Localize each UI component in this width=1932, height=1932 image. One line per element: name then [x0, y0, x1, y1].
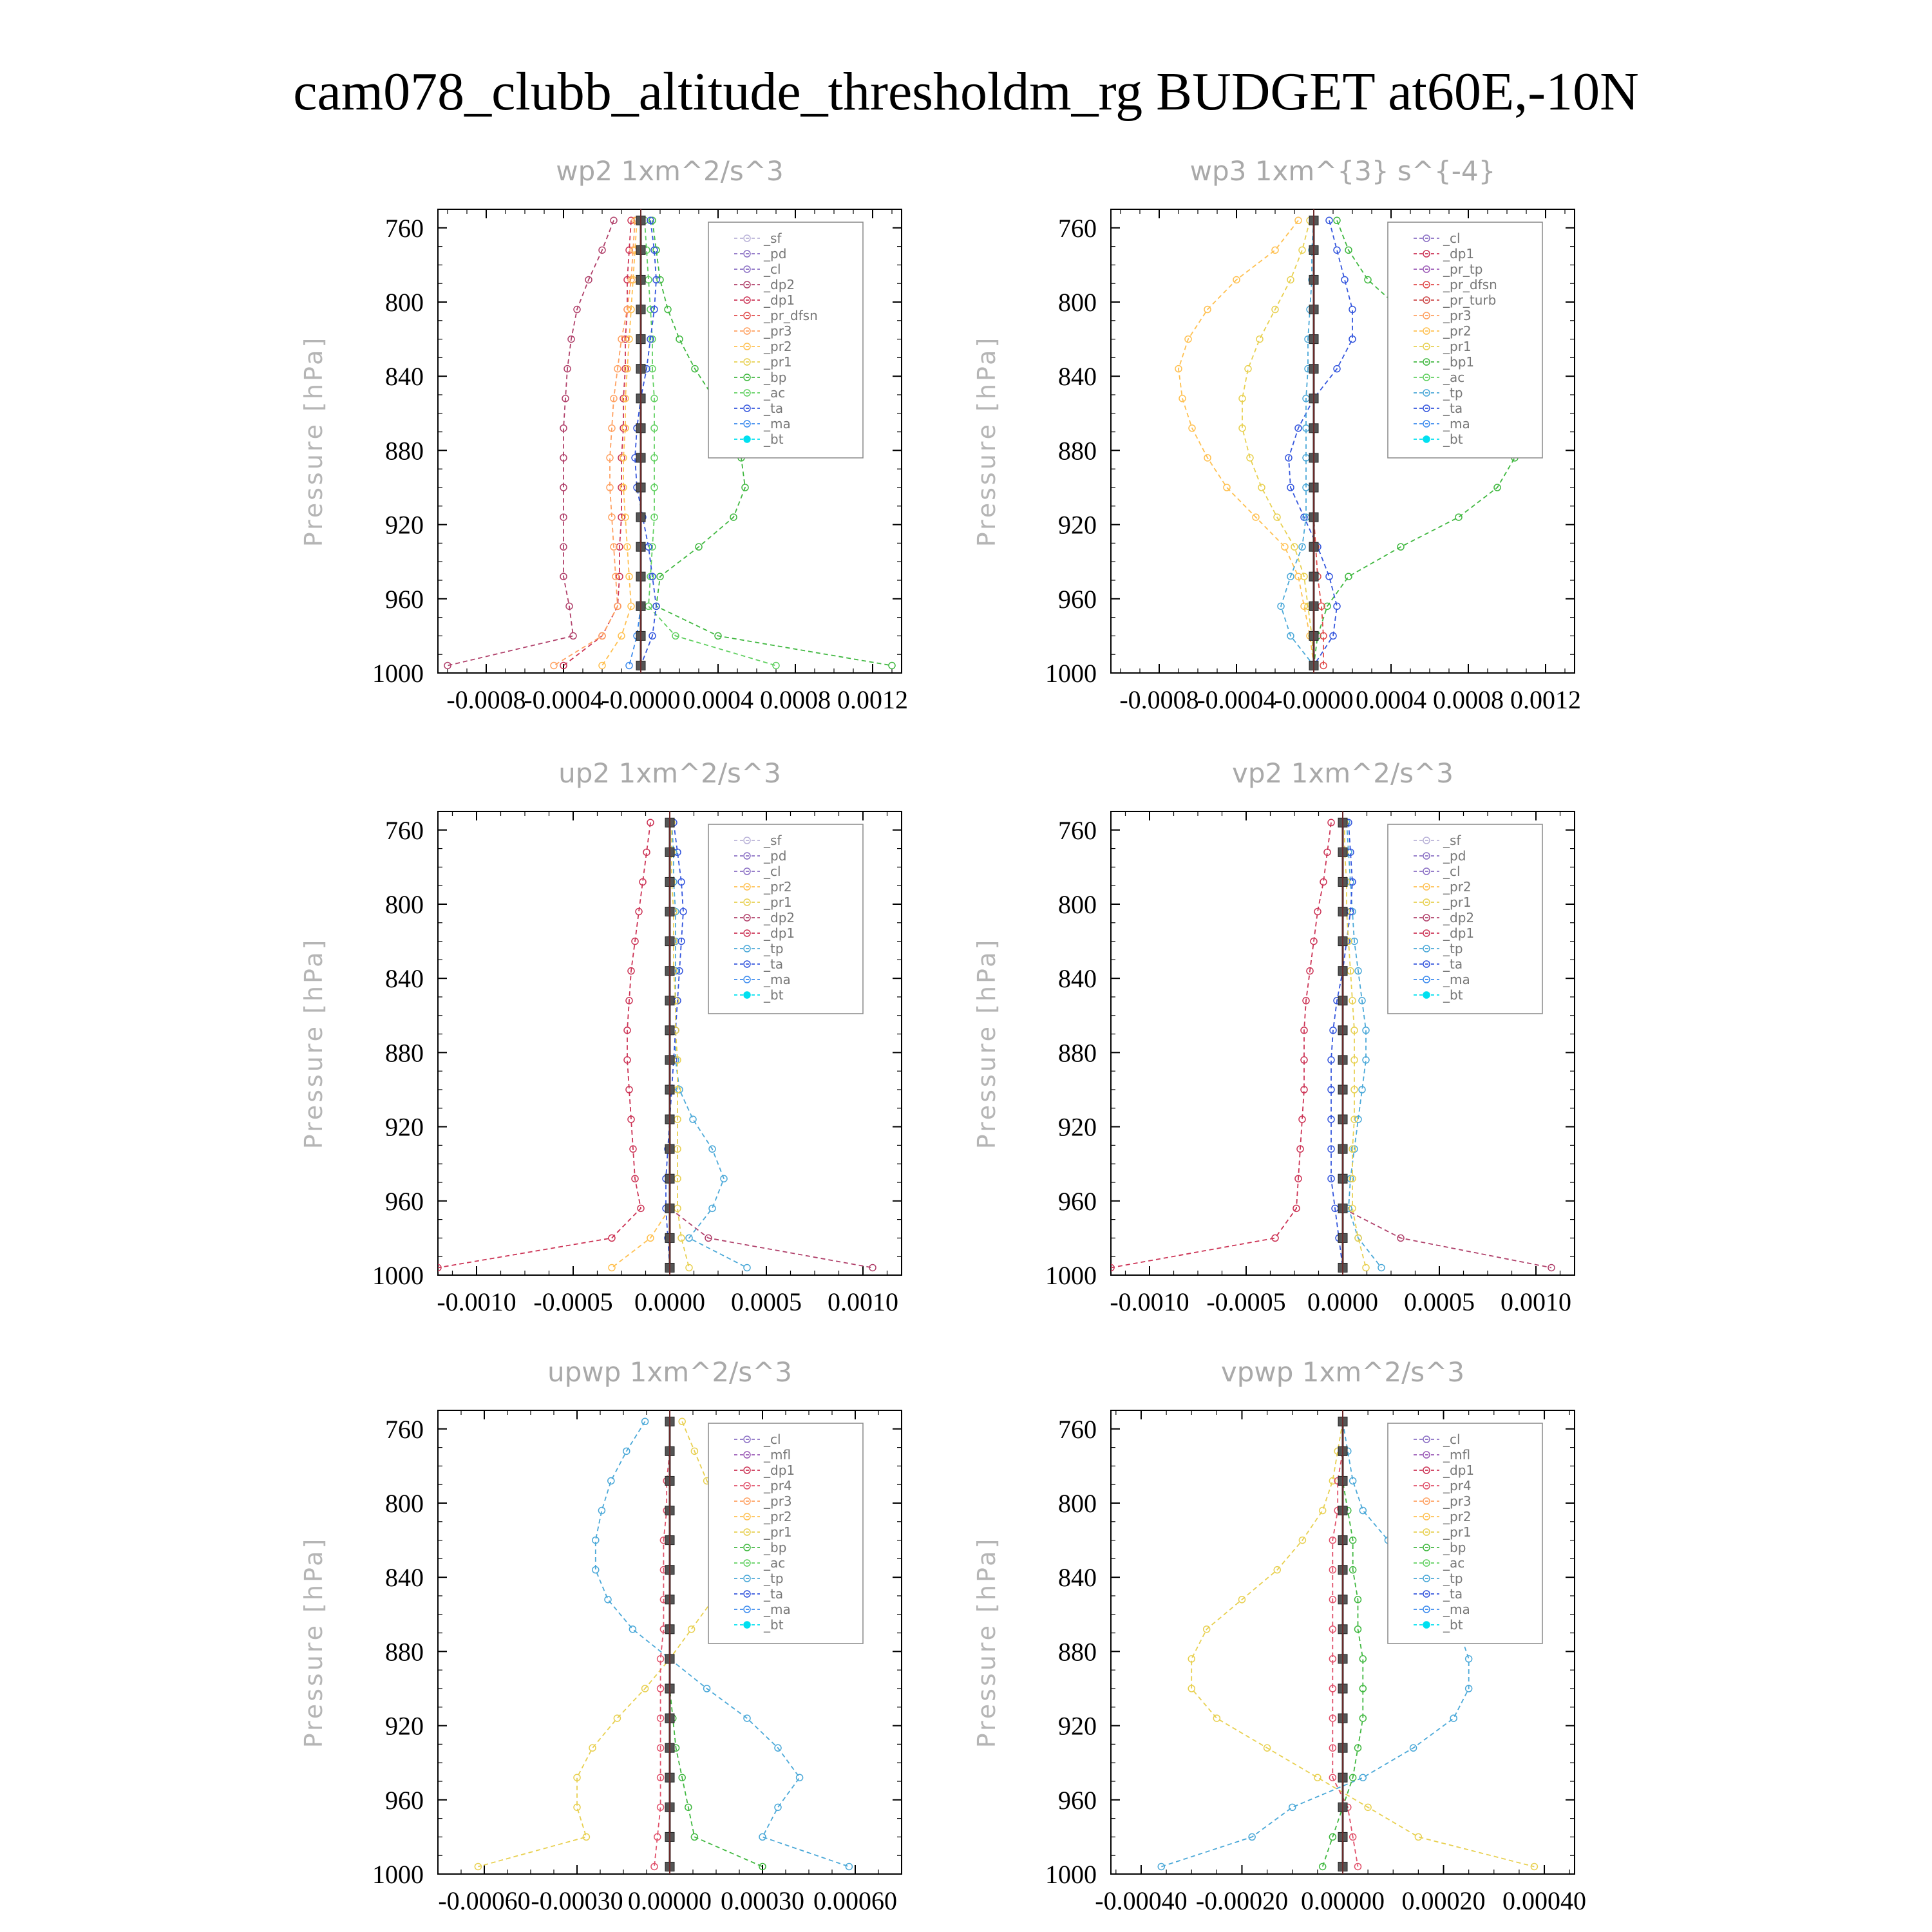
- legend-label: _cl: [764, 261, 781, 277]
- data-point: [1359, 1774, 1366, 1781]
- legend-label: _pr1: [1443, 895, 1472, 910]
- legend-label: _ta: [1443, 1586, 1463, 1602]
- x-tick-label: 0.0012: [1510, 685, 1581, 714]
- y-tick-label: 960: [1058, 1785, 1097, 1815]
- data-point: [709, 1205, 715, 1211]
- legend-label: _pd: [1443, 848, 1466, 864]
- legend-label: _bp: [1443, 1540, 1466, 1555]
- x-tick-label: 0.00000: [628, 1886, 712, 1915]
- legend-label: _bt: [1443, 1617, 1463, 1633]
- legend-label: _pr2: [764, 1509, 792, 1524]
- legend-label: _ta: [1443, 956, 1463, 972]
- legend-label: _mfl: [764, 1447, 791, 1463]
- data-point: [589, 1745, 596, 1751]
- y-tick-label: 840: [385, 362, 424, 392]
- data-point: [773, 662, 779, 668]
- x-tick-label: 0.00020: [1401, 1886, 1486, 1915]
- y-tick-label: 960: [1058, 584, 1097, 614]
- y-tick-label: 920: [1058, 1112, 1097, 1142]
- legend-label: _ma: [764, 972, 791, 987]
- y-tick-label: 800: [385, 890, 424, 919]
- series-line-dp2: [448, 220, 614, 665]
- data-point: [1158, 1863, 1164, 1870]
- chart-panel-2: [972, 155, 1581, 714]
- data-point: [1320, 1508, 1326, 1514]
- y-tick-label: 1000: [1045, 1860, 1097, 1889]
- y-tick-label: 960: [1058, 1186, 1097, 1216]
- legend-label: _dp2: [764, 277, 795, 292]
- legend-label: _pr4: [764, 1478, 792, 1493]
- y-axis-label: Pressure [hPa]: [972, 335, 1001, 547]
- x-tick-label: 0.0005: [731, 1287, 802, 1316]
- y-tick-label: 840: [385, 1563, 424, 1593]
- legend-label: _tp: [764, 941, 784, 956]
- panel-title: vpwp 1xm^2/s^3: [1220, 1356, 1465, 1388]
- x-tick-label: 0.0010: [828, 1287, 898, 1316]
- y-tick-label: 760: [1058, 213, 1097, 243]
- legend-marker: [744, 992, 750, 998]
- data-point: [1256, 336, 1263, 343]
- y-tick-label: 960: [385, 584, 424, 614]
- legend-label: _tp: [1443, 1571, 1463, 1586]
- data-point: [609, 1264, 615, 1271]
- figure-title: cam078_clubb_altitude_thresholdm_rg BUDGET at60E,-10N: [293, 62, 1639, 122]
- data-point: [551, 662, 557, 668]
- legend-label: _dp2: [1443, 910, 1475, 925]
- y-tick-label: 920: [385, 1112, 424, 1142]
- data-point: [583, 1833, 589, 1840]
- y-tick-label: 840: [1058, 964, 1097, 994]
- series-line-dp1: [564, 220, 631, 665]
- legend-marker: [1423, 1622, 1430, 1628]
- data-point: [605, 1596, 611, 1603]
- y-tick-label: 800: [385, 1489, 424, 1518]
- y-tick-label: 880: [385, 1038, 424, 1068]
- y-tick-label: 800: [385, 288, 424, 317]
- legend-label: _pr_tp: [1443, 261, 1483, 277]
- legend-label: _sf: [764, 231, 782, 246]
- legend-label: _pr3: [764, 323, 792, 339]
- data-point: [846, 1863, 852, 1870]
- x-tick-label: 0.0010: [1501, 1287, 1571, 1316]
- y-tick-label: 920: [385, 510, 424, 540]
- x-tick-label: 0.0008: [760, 685, 831, 714]
- chart-panel-3: [299, 757, 902, 1316]
- legend-label: _ma: [1443, 972, 1470, 987]
- data-point: [690, 1116, 696, 1122]
- series-line-tp: [1281, 220, 1314, 665]
- legend-label: _pr3: [1443, 308, 1472, 323]
- legend-label: _dp1: [1443, 925, 1475, 941]
- panel-title: wp3 1xm^{3} s^{-4}: [1189, 155, 1496, 187]
- x-tick-label: -0.0010: [437, 1287, 516, 1316]
- y-tick-label: 1000: [1045, 659, 1097, 688]
- data-point: [1365, 276, 1371, 283]
- series-line-dp1: [1111, 822, 1331, 1267]
- data-point: [1295, 217, 1302, 223]
- legend-label: _pr1: [764, 1524, 792, 1540]
- panel-title: vp2 1xm^2/s^3: [1232, 757, 1454, 789]
- legend-marker: [1423, 992, 1430, 998]
- y-tick-label: 840: [1058, 362, 1097, 392]
- data-point: [1314, 1774, 1321, 1781]
- y-tick-label: 840: [385, 964, 424, 994]
- x-tick-label: -0.00060: [438, 1886, 531, 1915]
- series-line-pr_dfsn: [1314, 220, 1323, 665]
- series-line-ta: [666, 822, 683, 1267]
- y-tick-label: 880: [385, 436, 424, 466]
- y-tick-label: 800: [1058, 1489, 1097, 1518]
- y-tick-label: 880: [1058, 1038, 1097, 1068]
- legend-label: _cl: [1443, 864, 1461, 879]
- y-tick-label: 960: [385, 1186, 424, 1216]
- legend-label: _cl: [1443, 231, 1461, 246]
- legend-label: _tp: [1443, 385, 1463, 401]
- x-tick-label: -0.0008: [446, 685, 526, 714]
- legend-label: _pr2: [1443, 1509, 1472, 1524]
- legend-label: _dp1: [1443, 1463, 1475, 1478]
- data-point: [1334, 217, 1340, 223]
- data-point: [1455, 514, 1462, 520]
- legend-label: _bp: [764, 370, 787, 385]
- x-tick-label: 0.0012: [837, 685, 908, 714]
- data-point: [1299, 247, 1305, 253]
- legend-marker: [1423, 436, 1430, 442]
- y-axis-label: Pressure [hPa]: [299, 937, 328, 1150]
- y-tick-label: 760: [385, 1414, 424, 1444]
- y-tick-label: 760: [385, 213, 424, 243]
- data-point: [645, 603, 652, 609]
- x-tick-label: -0.0010: [1110, 1287, 1189, 1316]
- legend-label: _ac: [764, 1555, 786, 1571]
- legend-label: _tp: [764, 1571, 784, 1586]
- x-tick-label: -0.0005: [1206, 1287, 1286, 1316]
- panel-title: wp2 1xm^2/s^3: [556, 155, 784, 187]
- chart-panels: [299, 155, 1586, 1915]
- legend-label: _ma: [1443, 416, 1470, 431]
- legend-label: _ma: [764, 416, 791, 431]
- y-tick-label: 960: [385, 1785, 424, 1815]
- legend-label: _pr3: [1443, 1493, 1472, 1509]
- x-tick-label: -0.00030: [531, 1886, 623, 1915]
- chart-panel-6: [972, 1356, 1586, 1915]
- legend-label: _ac: [1443, 1555, 1465, 1571]
- data-point: [744, 1264, 750, 1271]
- series-line-pr4: [654, 1421, 670, 1866]
- panel-title: upwp 1xm^2/s^3: [547, 1356, 792, 1388]
- data-point: [611, 217, 617, 223]
- legend-label: _dp1: [764, 1463, 795, 1478]
- data-point: [676, 336, 683, 343]
- series-line-pr2: [612, 822, 670, 1267]
- y-tick-label: 1000: [372, 659, 424, 688]
- y-tick-label: 880: [1058, 1637, 1097, 1667]
- x-tick-label: 0.0000: [634, 1287, 705, 1316]
- x-tick-label: -0.0000: [1274, 685, 1354, 714]
- legend-label: _mfl: [1443, 1447, 1471, 1463]
- legend-label: _pr1: [764, 895, 792, 910]
- legend-label: _ma: [1443, 1602, 1470, 1617]
- y-tick-label: 880: [385, 1637, 424, 1667]
- legend-label: _bt: [764, 431, 784, 447]
- legend-label: _pr_dfsn: [764, 308, 818, 323]
- series-line-pr1: [672, 822, 689, 1267]
- data-point: [599, 662, 605, 668]
- legend-label: _sf: [764, 833, 782, 848]
- legend-label: _pr4: [1443, 1478, 1472, 1493]
- y-tick-label: 760: [1058, 1414, 1097, 1444]
- legend-label: _dp1: [764, 925, 795, 941]
- y-tick-label: 920: [1058, 510, 1097, 540]
- legend-label: _ta: [1443, 401, 1463, 416]
- legend-marker: [744, 436, 750, 442]
- y-tick-label: 800: [1058, 890, 1097, 919]
- panel-title: up2 1xm^2/s^3: [558, 757, 781, 789]
- legend-label: _bt: [764, 987, 784, 1003]
- x-tick-label: -0.00020: [1195, 1886, 1289, 1915]
- y-tick-label: 920: [1058, 1711, 1097, 1741]
- legend-label: _pr2: [1443, 323, 1472, 339]
- data-point: [889, 662, 895, 668]
- legend-marker: [744, 1622, 750, 1628]
- x-tick-label: 0.0004: [683, 685, 753, 714]
- series-line-pr1: [1345, 822, 1366, 1267]
- x-tick-label: 0.00060: [813, 1886, 897, 1915]
- legend-label: _pr2: [764, 879, 792, 895]
- x-tick-label: -0.0005: [533, 1287, 613, 1316]
- legend-label: _bt: [1443, 987, 1463, 1003]
- y-tick-label: 1000: [372, 1261, 424, 1290]
- x-tick-label: 0.0008: [1433, 685, 1504, 714]
- legend-label: _pr2: [764, 339, 792, 354]
- y-axis-label: Pressure [hPa]: [299, 335, 328, 547]
- legend-label: _pr1: [1443, 339, 1472, 354]
- data-point: [608, 1477, 614, 1484]
- legend-label: _ac: [1443, 370, 1465, 385]
- data-point: [1213, 1715, 1220, 1721]
- data-point: [1466, 1656, 1472, 1662]
- data-point: [1258, 484, 1265, 491]
- legend-label: _pr1: [1443, 1524, 1472, 1540]
- data-point: [775, 1804, 781, 1810]
- x-tick-label: -0.0004: [1197, 685, 1276, 714]
- x-tick-label: -0.0004: [524, 685, 603, 714]
- legend-label: _cl: [764, 1432, 781, 1447]
- y-tick-label: 1000: [1045, 1261, 1097, 1290]
- legend-label: _pd: [764, 848, 787, 864]
- x-tick-label: 0.0005: [1404, 1287, 1475, 1316]
- data-point: [688, 1626, 695, 1633]
- legend-label: _pr3: [764, 1493, 792, 1509]
- y-axis-label: Pressure [hPa]: [972, 937, 1001, 1150]
- legend-label: _ma: [764, 1602, 791, 1617]
- data-point: [614, 1715, 620, 1721]
- legend-label: _tp: [1443, 941, 1463, 956]
- series-line-pr1: [478, 1421, 732, 1866]
- y-tick-label: 760: [1058, 815, 1097, 845]
- x-tick-label: -0.0000: [601, 685, 681, 714]
- data-point: [1450, 1715, 1457, 1721]
- legend-label: _bt: [1443, 431, 1463, 447]
- y-axis-label: Pressure [hPa]: [972, 1536, 1001, 1748]
- series-line-dp1: [438, 822, 650, 1267]
- y-tick-label: 1000: [372, 1860, 424, 1889]
- data-point: [759, 1833, 766, 1840]
- x-tick-label: 0.00030: [721, 1886, 804, 1915]
- y-tick-label: 880: [1058, 436, 1097, 466]
- data-point: [797, 1774, 803, 1781]
- x-tick-label: -0.0008: [1119, 685, 1199, 714]
- legend-label: _pr2: [1443, 879, 1472, 895]
- x-tick-label: 0.0004: [1356, 685, 1426, 714]
- legend-label: _cl: [764, 864, 781, 879]
- legend-label: _bt: [764, 1617, 784, 1633]
- series-line-pr3: [554, 220, 635, 665]
- x-tick-label: -0.00040: [1095, 1886, 1188, 1915]
- chart-panel-1: [299, 155, 908, 714]
- series-line-pr2: [602, 220, 637, 665]
- data-point: [1282, 544, 1288, 550]
- data-point: [642, 1418, 649, 1425]
- legend-label: _ta: [764, 1586, 784, 1602]
- series-line-pr1: [1242, 220, 1314, 665]
- legend-label: _pd: [764, 246, 787, 261]
- chart-panel-4: [972, 757, 1575, 1316]
- legend-label: _bp: [764, 1540, 787, 1555]
- y-axis-label: Pressure [hPa]: [299, 1536, 328, 1748]
- y-tick-label: 800: [1058, 288, 1097, 317]
- y-tick-label: 760: [385, 815, 424, 845]
- legend-label: _dp1: [764, 292, 795, 308]
- y-tick-label: 920: [385, 1711, 424, 1741]
- legend-label: _dp2: [764, 910, 795, 925]
- legend-label: _dp1: [1443, 246, 1475, 261]
- x-tick-label: 0.00040: [1502, 1886, 1587, 1915]
- data-point: [1289, 1804, 1296, 1810]
- legend-label: _sf: [1443, 833, 1461, 848]
- legend-label: _bp1: [1443, 354, 1475, 370]
- y-tick-label: 840: [1058, 1563, 1097, 1593]
- legend-label: _cl: [1443, 1432, 1461, 1447]
- data-point: [1359, 1508, 1366, 1514]
- legend-label: _ta: [764, 956, 784, 972]
- x-tick-label: 0.0000: [1307, 1287, 1378, 1316]
- data-point: [679, 1418, 685, 1425]
- series-line-ta: [635, 220, 656, 665]
- chart-panel-5: [299, 1356, 902, 1915]
- legend-label: _pr_turb: [1443, 292, 1497, 308]
- data-point: [1272, 247, 1278, 253]
- legend-label: _ta: [764, 401, 784, 416]
- data-point: [1224, 484, 1230, 491]
- data-point: [1345, 573, 1352, 580]
- legend-label: _pr_dfsn: [1443, 277, 1497, 292]
- x-tick-label: 0.00000: [1301, 1886, 1385, 1915]
- data-point: [629, 1626, 636, 1633]
- legend-label: _ac: [764, 385, 786, 401]
- legend-label: _pr1: [764, 354, 792, 370]
